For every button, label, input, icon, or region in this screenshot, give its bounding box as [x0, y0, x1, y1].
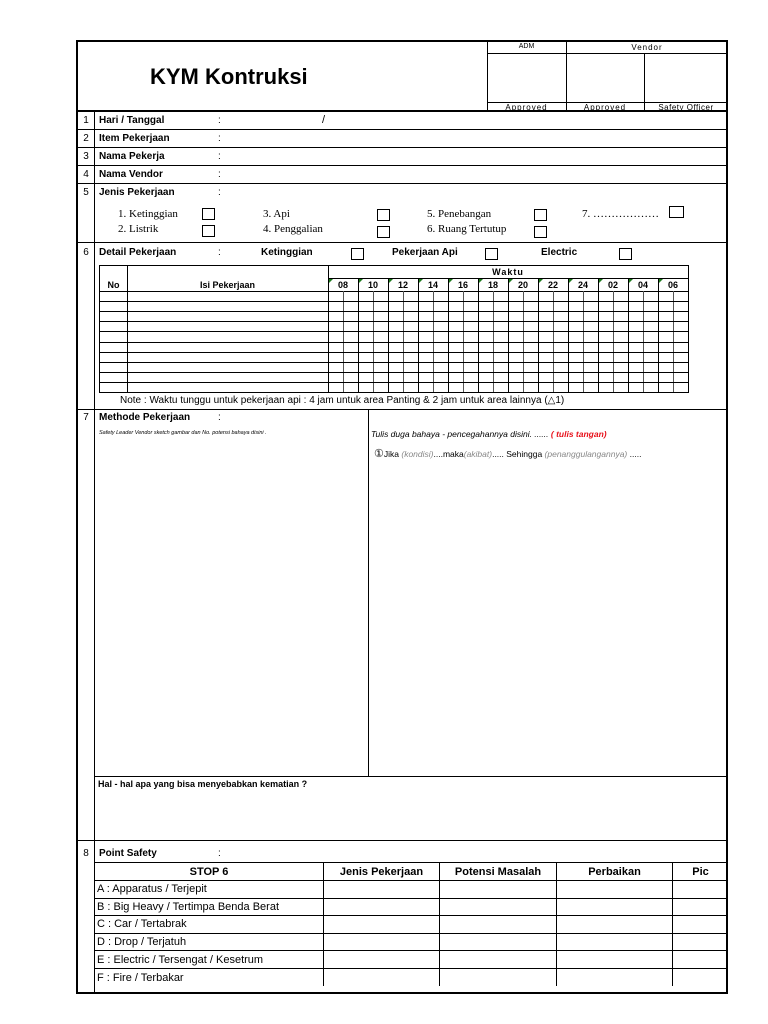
row-number: 7 — [83, 412, 89, 423]
col-no-header: No — [107, 280, 120, 290]
circle-number-icon: ① — [374, 448, 384, 460]
potensi-cell[interactable] — [440, 916, 557, 934]
hour-header: 24 — [577, 280, 588, 290]
schedule-row[interactable] — [100, 382, 688, 392]
jenis-cell[interactable] — [324, 881, 440, 899]
schedule-row[interactable] — [100, 291, 688, 301]
row-number: 5 — [83, 187, 89, 198]
stop6-item-label: E : Electric / Tersengat / Kesetrum — [95, 951, 324, 969]
stop6-row — [95, 898, 728, 916]
row-number: 6 — [83, 247, 89, 258]
hour-header: 08 — [337, 280, 348, 290]
potensi-cell[interactable] — [440, 881, 557, 899]
option-listrik-label: 2. Listrik — [118, 223, 159, 235]
option-lainnya-label: 7. ……………… — [582, 208, 659, 220]
field-colon: : — [218, 169, 221, 180]
field-label: Nama Vendor — [99, 169, 163, 180]
date-separator: / — [322, 114, 326, 126]
option-ruang-tertutup-label: 6. Ruang Tertutup — [427, 223, 507, 235]
potensi-header: Potensi Masalah — [440, 863, 557, 881]
hour-header: 16 — [457, 280, 468, 290]
stop6-row — [95, 951, 728, 969]
field-colon: : — [218, 247, 221, 258]
jika-maka-template: ①Jika (kondisi)....maka(akibat)..... Sehingga (penanggulangannya) ..... — [374, 448, 642, 460]
stop6-row — [95, 933, 728, 951]
potensi-cell[interactable] — [440, 951, 557, 969]
schedule-row[interactable] — [100, 311, 688, 321]
potensi-cell[interactable] — [440, 898, 557, 916]
stop6-row — [95, 968, 728, 986]
adm-label: ADM — [518, 43, 535, 50]
jenis-cell[interactable] — [324, 933, 440, 951]
hari-tanggal-field[interactable] — [228, 112, 718, 128]
pic-header: Pic — [673, 863, 729, 881]
perbaikan-cell[interactable] — [557, 916, 673, 934]
schedule-grid — [99, 265, 689, 393]
comment-marker-icon — [569, 279, 573, 283]
potensi-cell[interactable] — [440, 933, 557, 951]
fatality-question: Hal - hal apa yang bisa menyebabkan kematian ? — [98, 779, 308, 789]
option-penggalian-checkbox[interactable] — [377, 226, 390, 238]
pic-cell[interactable] — [673, 881, 729, 899]
field-colon: : — [218, 115, 221, 126]
field-colon: : — [218, 412, 221, 423]
stop6-row — [95, 916, 728, 934]
nama-pekerja-field[interactable] — [228, 148, 718, 164]
schedule-row[interactable] — [100, 352, 688, 362]
pic-cell[interactable] — [673, 951, 729, 969]
hour-header: 18 — [487, 280, 498, 290]
tulis-tangan-note: ( tulis tangan) — [550, 429, 607, 439]
comment-marker-icon — [419, 279, 423, 283]
detail-ketinggian-checkbox[interactable] — [351, 248, 364, 260]
hour-header: 20 — [517, 280, 528, 290]
detail-electric-label: Electric — [541, 247, 578, 258]
option-ketinggian-checkbox[interactable] — [202, 208, 215, 220]
comment-marker-icon — [599, 279, 603, 283]
option-ketinggian-label: 1. Ketinggian — [118, 208, 178, 220]
jenis-cell[interactable] — [324, 898, 440, 916]
potensi-cell[interactable] — [440, 968, 557, 986]
field-colon: : — [218, 151, 221, 162]
fatality-answer-area[interactable] — [96, 792, 726, 838]
field-label: Detail Pekerjaan — [99, 247, 177, 258]
hour-header: 06 — [667, 280, 678, 290]
stop6-item-label: F : Fire / Terbakar — [95, 968, 324, 986]
pic-cell[interactable] — [673, 968, 729, 986]
hour-header: 22 — [547, 280, 558, 290]
option-penebangan-checkbox[interactable] — [534, 209, 547, 221]
row-number: 1 — [83, 115, 89, 126]
perbaikan-cell[interactable] — [557, 881, 673, 899]
pic-cell[interactable] — [673, 916, 729, 934]
adm-approved-label: Approved — [505, 103, 548, 112]
hazard-writing-area[interactable] — [370, 462, 726, 774]
detail-ketinggian-label: Ketinggian — [261, 247, 313, 258]
comment-marker-icon — [329, 279, 333, 283]
field-label: Methode Pekerjaan — [99, 412, 191, 423]
field-label: Jenis Pekerjaan — [99, 187, 175, 198]
schedule-row[interactable] — [100, 331, 688, 341]
hour-header: 02 — [607, 280, 618, 290]
detail-electric-checkbox[interactable] — [619, 248, 632, 260]
field-label: Point Safety — [99, 848, 157, 859]
comment-marker-icon — [359, 279, 363, 283]
vendor-approved-label: Approved — [583, 103, 627, 112]
waktu-note: Note : Waktu tunggu untuk pekerjaan api : 4 jam untuk area Panting & 2 jam untuk area lainnya (△1) — [120, 395, 565, 406]
stop6-item-label: A : Apparatus / Terjepit — [95, 881, 324, 899]
col-isi-header: Isi Pekerjaan — [199, 280, 256, 290]
tulis-text: Tulis duga bahaya - pencegahannya disini. ...... — [371, 429, 551, 439]
hour-header: 10 — [367, 280, 378, 290]
field-colon: : — [218, 848, 221, 859]
hour-header: 12 — [397, 280, 408, 290]
sketch-note: Safety Leader Vendor sketch gambar dan No. potensi bahaya disini . — [99, 430, 267, 436]
stop6-row — [95, 881, 728, 899]
field-label: Item Pekerjaan — [99, 133, 170, 144]
field-label: Hari / Tanggal — [99, 115, 165, 126]
item-pekerjaan-field[interactable] — [228, 130, 718, 146]
tulis-instruction — [371, 429, 607, 439]
nama-vendor-field[interactable] — [228, 166, 718, 182]
stop6-header-row — [95, 863, 728, 881]
field-colon: : — [218, 133, 221, 144]
comment-marker-icon — [539, 279, 543, 283]
stop6-item-label: B : Big Heavy / Tertimpa Benda Berat — [95, 898, 324, 916]
schedule-row[interactable] — [100, 362, 688, 372]
stop6-table — [95, 862, 728, 986]
perbaikan-header: Perbaikan — [557, 863, 673, 881]
row-number: 3 — [83, 151, 89, 162]
stop6-item-label: C : Car / Tertabrak — [95, 916, 324, 934]
row-number: 4 — [83, 169, 89, 180]
option-api-checkbox[interactable] — [377, 209, 390, 221]
jenis-cell[interactable] — [324, 968, 440, 986]
hour-header: 04 — [637, 280, 648, 290]
detail-api-label: Pekerjaan Api — [392, 247, 458, 258]
jenis-header: Jenis Pekerjaan — [324, 863, 440, 881]
option-penebangan-label: 5. Penebangan — [427, 208, 492, 220]
jenis-cell[interactable] — [324, 951, 440, 969]
schedule-row[interactable] — [100, 321, 688, 331]
perbaikan-cell[interactable] — [557, 898, 673, 916]
stop6-item-label: D : Drop / Terjatuh — [95, 933, 324, 951]
comment-marker-icon — [659, 279, 663, 283]
safety-officer-label: Safety Officer — [658, 103, 714, 112]
comment-marker-icon — [389, 279, 393, 283]
option-lainnya-checkbox[interactable] — [669, 206, 684, 218]
sketch-area[interactable] — [96, 440, 366, 774]
pic-cell[interactable] — [673, 933, 729, 951]
comment-marker-icon — [629, 279, 633, 283]
detail-api-checkbox[interactable] — [485, 248, 498, 260]
work-permit-form — [76, 40, 728, 994]
schedule-row[interactable] — [100, 301, 688, 311]
row-number: 8 — [83, 848, 89, 859]
field-colon: : — [218, 187, 221, 198]
schedule-row[interactable] — [100, 342, 688, 352]
field-label: Nama Pekerja — [99, 151, 165, 162]
row-number: 2 — [83, 133, 89, 144]
comment-marker-icon — [509, 279, 513, 283]
option-api-label: 3. Api — [263, 208, 290, 220]
perbaikan-cell[interactable] — [557, 933, 673, 951]
company-title: KYM Kontruksi — [150, 64, 308, 89]
option-penggalian-label: 4. Penggalian — [263, 223, 323, 235]
col-waktu-header: Waktu — [492, 267, 524, 277]
comment-marker-icon — [449, 279, 453, 283]
option-listrik-checkbox[interactable] — [202, 225, 215, 237]
option-ruang-tertutup-checkbox[interactable] — [534, 226, 547, 238]
jenis-cell[interactable] — [324, 916, 440, 934]
pic-cell[interactable] — [673, 898, 729, 916]
vendor-label: Vendor — [631, 43, 663, 52]
schedule-row[interactable] — [100, 372, 688, 382]
perbaikan-cell[interactable] — [557, 951, 673, 969]
perbaikan-cell[interactable] — [557, 968, 673, 986]
hour-header: 14 — [427, 280, 438, 290]
stop6-header: STOP 6 — [95, 863, 324, 881]
comment-marker-icon — [479, 279, 483, 283]
